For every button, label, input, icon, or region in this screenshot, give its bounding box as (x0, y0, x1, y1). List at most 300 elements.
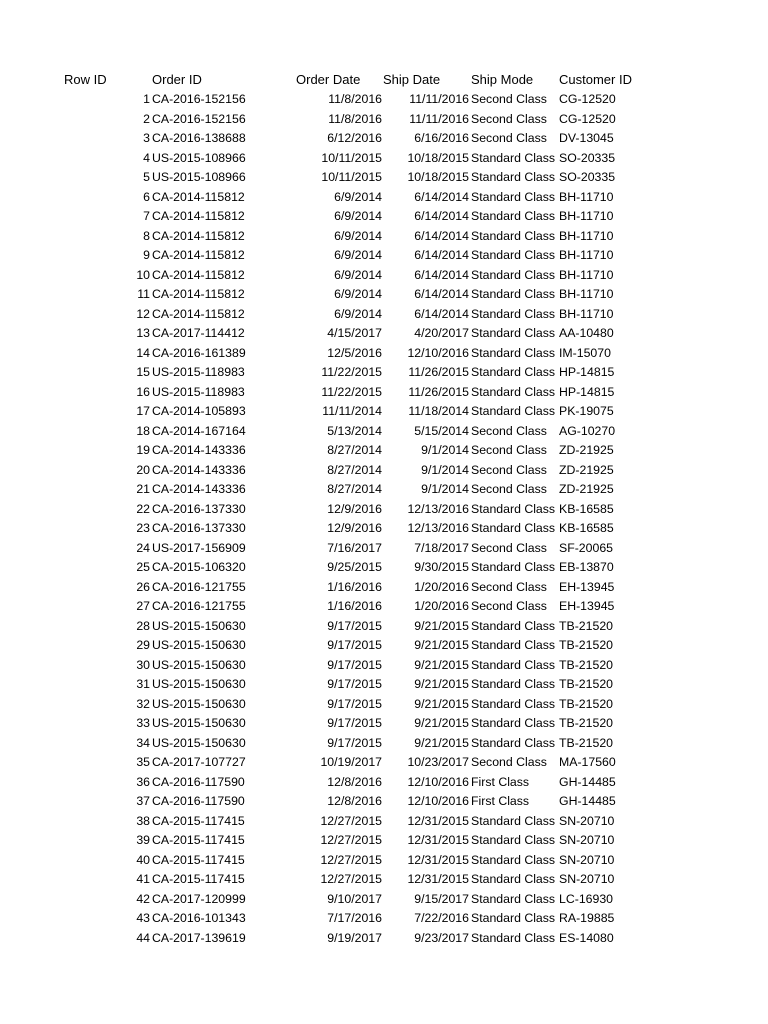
cell-row-id[interactable]: 14 (136, 345, 150, 360)
cell-ship-date[interactable]: 10/23/2017 (407, 755, 469, 769)
cell-row-id[interactable]: 10 (136, 267, 150, 282)
cell-ship-mode[interactable]: Second Class (471, 423, 547, 438)
cell-order-date[interactable]: 6/12/2016 (327, 131, 382, 145)
cell-row-id[interactable]: 44 (136, 930, 150, 945)
cell-ship-mode[interactable]: Second Class (471, 131, 547, 145)
header-customer-id[interactable]: Customer ID (559, 72, 632, 87)
cell-ship-date[interactable]: 9/21/2015 (414, 696, 469, 711)
cell-ship-mode[interactable]: Second Class (471, 540, 547, 555)
cell-order-id[interactable]: US-2015-150630 (152, 638, 246, 652)
cell-order-id[interactable]: US-2015-150630 (152, 677, 246, 691)
table-row (0, 285, 768, 305)
cell-row-id[interactable]: 6 (143, 189, 150, 204)
cell-order-id[interactable]: CA-2015-117415 (152, 813, 245, 828)
table-row (0, 909, 768, 929)
cell-order-id[interactable]: CA-2014-143336 (152, 443, 246, 457)
cell-row-id[interactable]: 33 (136, 716, 150, 730)
table-row (0, 636, 768, 656)
cell-customer-id[interactable]: PK-19075 (559, 404, 614, 418)
cell-order-id[interactable]: US-2015-108966 (152, 150, 246, 165)
cell-ship-date[interactable]: 6/14/2014 (414, 287, 469, 301)
cell-ship-mode[interactable]: First Class (471, 774, 530, 789)
cell-order-id[interactable]: US-2015-150630 (152, 618, 246, 633)
cell-order-date[interactable]: 6/9/2014 (334, 267, 382, 282)
cell-order-date[interactable]: 11/8/2016 (328, 92, 382, 106)
cell-row-id[interactable]: 18 (136, 423, 150, 438)
cell-ship-mode[interactable]: Second Class (471, 579, 547, 594)
cell-row-id[interactable]: 34 (136, 735, 150, 750)
cell-row-id[interactable]: 7 (143, 209, 150, 223)
cell-ship-date[interactable]: 6/14/2014 (414, 209, 469, 223)
cell-ship-date[interactable]: 12/10/2016 (407, 774, 469, 789)
cell-order-id[interactable]: CA-2016-152156 (152, 111, 246, 126)
table-row (0, 870, 768, 890)
cell-row-id[interactable]: 35 (136, 755, 150, 769)
cell-ship-mode[interactable]: Standard Class (471, 306, 556, 321)
cell-order-id[interactable]: CA-2016-137330 (152, 521, 246, 535)
cell-order-date[interactable]: 10/19/2017 (320, 755, 382, 769)
table-row (0, 324, 768, 344)
cell-customer-id[interactable]: ES-14080 (559, 930, 614, 945)
cell-order-id[interactable]: US-2015-150630 (152, 735, 246, 750)
cell-order-date[interactable]: 12/27/2015 (320, 872, 382, 886)
cell-order-date[interactable]: 6/9/2014 (334, 306, 382, 321)
cell-customer-id[interactable]: BH-11710 (559, 209, 614, 223)
cell-order-id[interactable]: CA-2014-143336 (152, 482, 246, 496)
cell-customer-id[interactable]: BH-11710 (559, 287, 614, 301)
cell-order-date[interactable]: 9/17/2015 (327, 735, 382, 750)
cell-row-id[interactable]: 11 (137, 287, 150, 301)
header-ship-mode[interactable]: Ship Mode (471, 72, 534, 87)
cell-ship-mode[interactable]: Standard Class (471, 501, 556, 516)
cell-order-date[interactable]: 7/16/2017 (327, 540, 382, 555)
cell-ship-date[interactable]: 12/13/2016 (407, 521, 469, 535)
cell-order-date[interactable]: 11/8/2016 (328, 111, 382, 126)
cell-customer-id[interactable]: IM-15070 (559, 345, 611, 360)
cell-ship-date[interactable]: 6/14/2014 (414, 189, 469, 204)
cell-row-id[interactable]: 40 (136, 852, 150, 867)
cell-ship-mode[interactable]: Standard Class (471, 638, 556, 652)
cell-ship-mode[interactable]: Standard Class (471, 170, 556, 184)
cell-customer-id[interactable]: GH-14485 (559, 794, 616, 808)
header-order-id[interactable]: Order ID (152, 72, 202, 87)
cell-order-date[interactable]: 12/27/2015 (320, 852, 382, 867)
cell-customer-id[interactable]: KB-16585 (559, 501, 614, 516)
cell-customer-id[interactable]: BH-11710 (559, 306, 614, 321)
cell-ship-mode[interactable]: Standard Class (471, 404, 556, 418)
cell-ship-mode[interactable]: Standard Class (471, 618, 556, 633)
table-row (0, 617, 768, 637)
cell-order-date[interactable]: 9/17/2015 (327, 657, 382, 672)
cell-order-date[interactable]: 12/8/2016 (327, 774, 382, 789)
table-row (0, 890, 768, 910)
cell-ship-date[interactable]: 12/31/2015 (407, 833, 469, 847)
table-row (0, 402, 768, 422)
table-row (0, 168, 768, 188)
cell-customer-id[interactable]: HP-14815 (559, 365, 615, 379)
cell-row-id[interactable]: 2 (143, 111, 150, 126)
cell-order-id[interactable]: CA-2016-121755 (152, 599, 246, 613)
cell-order-id[interactable]: CA-2017-139619 (152, 930, 246, 945)
cell-row-id[interactable]: 21 (136, 482, 150, 496)
cell-ship-mode[interactable]: Standard Class (471, 267, 556, 282)
cell-ship-date[interactable]: 5/15/2014 (414, 423, 469, 438)
cell-customer-id[interactable]: TB-21520 (559, 657, 614, 672)
cell-ship-mode[interactable]: Standard Class (471, 677, 556, 691)
table-row (0, 246, 768, 266)
cell-ship-date[interactable]: 6/14/2014 (414, 267, 469, 282)
cell-order-date[interactable]: 11/11/2014 (322, 404, 382, 418)
cell-ship-date[interactable]: 7/18/2017 (414, 540, 469, 555)
cell-row-id[interactable]: 31 (136, 677, 150, 691)
cell-order-id[interactable]: CA-2016-117590 (152, 774, 245, 789)
cell-row-id[interactable]: 27 (136, 599, 150, 613)
cell-customer-id[interactable]: TB-21520 (559, 618, 614, 633)
cell-order-id[interactable]: CA-2014-115812 (152, 287, 245, 301)
cell-ship-date[interactable]: 1/20/2016 (414, 599, 469, 613)
cell-customer-id[interactable]: SO-20335 (559, 170, 616, 184)
cell-ship-date[interactable]: 12/10/2016 (407, 794, 469, 808)
cell-order-id[interactable]: CA-2015-117415 (152, 872, 245, 886)
cell-customer-id[interactable]: SF-20065 (559, 540, 614, 555)
cell-order-date[interactable]: 9/17/2015 (327, 677, 382, 691)
cell-order-id[interactable]: CA-2017-114412 (152, 326, 245, 340)
cell-order-date[interactable]: 12/9/2016 (327, 521, 382, 535)
cell-customer-id[interactable]: TB-21520 (559, 638, 614, 652)
cell-ship-date[interactable]: 9/21/2015 (414, 735, 469, 750)
cell-ship-mode[interactable]: Standard Class (471, 189, 556, 204)
cell-customer-id[interactable]: HP-14815 (559, 384, 615, 399)
cell-order-id[interactable]: CA-2016-161389 (152, 345, 246, 360)
cell-order-id[interactable]: CA-2017-107727 (152, 755, 246, 769)
cell-row-id[interactable]: 28 (136, 618, 150, 633)
cell-ship-date[interactable]: 6/14/2014 (414, 228, 469, 243)
cell-order-id[interactable]: US-2015-150630 (152, 716, 246, 730)
cell-ship-mode[interactable]: Standard Class (471, 287, 556, 301)
cell-ship-date[interactable]: 12/31/2015 (407, 852, 469, 867)
cell-ship-date[interactable]: 9/30/2015 (414, 560, 469, 574)
cell-order-date[interactable]: 8/27/2014 (327, 482, 382, 496)
cell-customer-id[interactable]: ZD-21925 (559, 462, 614, 477)
cell-order-date[interactable]: 9/19/2017 (327, 930, 382, 945)
cell-order-id[interactable]: CA-2014-115812 (152, 306, 245, 321)
cell-order-date[interactable]: 1/16/2016 (327, 579, 382, 594)
cell-customer-id[interactable]: DV-13045 (559, 131, 614, 145)
cell-order-date[interactable]: 12/27/2015 (320, 813, 382, 828)
cell-order-id[interactable]: CA-2014-115812 (152, 189, 245, 204)
cell-ship-mode[interactable]: Standard Class (471, 872, 556, 886)
cell-order-date[interactable]: 5/13/2014 (327, 423, 382, 438)
cell-row-id[interactable]: 19 (136, 443, 150, 457)
cell-customer-id[interactable]: GH-14485 (559, 774, 616, 789)
cell-order-id[interactable]: CA-2014-115812 (152, 209, 245, 223)
cell-customer-id[interactable]: SN-20710 (559, 872, 615, 886)
cell-row-id[interactable]: 1 (143, 92, 150, 106)
cell-customer-id[interactable]: BH-11710 (559, 248, 614, 262)
cell-row-id[interactable]: 8 (143, 228, 150, 243)
header-row-id[interactable]: Row ID (64, 72, 107, 87)
cell-ship-date[interactable]: 6/14/2014 (414, 306, 469, 321)
cell-row-id[interactable]: 15 (136, 365, 150, 379)
cell-order-date[interactable]: 9/25/2015 (327, 560, 382, 574)
cell-row-id[interactable]: 36 (136, 774, 150, 789)
cell-row-id[interactable]: 22 (136, 501, 150, 516)
cell-customer-id[interactable]: SO-20335 (559, 150, 616, 165)
cell-ship-mode[interactable]: Standard Class (471, 345, 556, 360)
table-row (0, 714, 768, 734)
cell-row-id[interactable]: 25 (136, 560, 150, 574)
cell-ship-date[interactable]: 12/31/2015 (407, 813, 469, 828)
cell-order-date[interactable]: 9/17/2015 (327, 696, 382, 711)
cell-row-id[interactable]: 42 (136, 891, 150, 906)
cell-ship-mode[interactable]: Standard Class (471, 852, 556, 867)
cell-customer-id[interactable]: LC-16930 (559, 891, 614, 906)
cell-order-id[interactable]: CA-2014-115812 (152, 267, 245, 282)
cell-customer-id[interactable]: CG-12520 (559, 92, 616, 106)
cell-ship-mode[interactable]: Standard Class (471, 657, 556, 672)
cell-order-id[interactable]: US-2015-150630 (152, 696, 246, 711)
cell-ship-date[interactable]: 9/23/2017 (414, 930, 469, 945)
cell-row-id[interactable]: 39 (136, 833, 150, 847)
cell-order-id[interactable]: US-2015-118983 (152, 365, 245, 379)
cell-order-id[interactable]: US-2015-118983 (152, 384, 245, 399)
cell-ship-date[interactable]: 11/26/2015 (408, 365, 469, 379)
cell-row-id[interactable]: 38 (136, 813, 150, 828)
cell-ship-date[interactable]: 9/1/2014 (421, 443, 469, 457)
orders-table (0, 69, 768, 948)
cell-ship-date[interactable]: 6/14/2014 (414, 248, 469, 262)
cell-ship-date[interactable]: 9/1/2014 (421, 482, 469, 496)
cell-customer-id[interactable]: SN-20710 (559, 833, 615, 847)
cell-row-id[interactable]: 32 (136, 696, 150, 711)
cell-ship-date[interactable]: 10/18/2015 (407, 170, 469, 184)
cell-ship-mode[interactable]: Standard Class (471, 911, 556, 925)
cell-ship-date[interactable]: 12/13/2016 (407, 501, 469, 516)
cell-customer-id[interactable]: RA-19885 (559, 911, 615, 925)
cell-order-date[interactable]: 4/15/2017 (327, 326, 382, 340)
cell-customer-id[interactable]: MA-17560 (559, 755, 616, 769)
cell-ship-mode[interactable]: Standard Class (471, 248, 556, 262)
cell-order-date[interactable]: 6/9/2014 (334, 228, 382, 243)
cell-order-date[interactable]: 8/27/2014 (327, 443, 382, 457)
cell-row-id[interactable]: 41 (136, 872, 150, 886)
cell-order-date[interactable]: 8/27/2014 (327, 462, 382, 477)
cell-ship-mode[interactable]: Second Class (471, 111, 547, 126)
cell-customer-id[interactable]: EH-13945 (559, 599, 615, 613)
cell-row-id[interactable]: 16 (136, 384, 150, 399)
cell-row-id[interactable]: 30 (136, 657, 150, 672)
cell-ship-mode[interactable]: Standard Class (471, 891, 556, 906)
cell-customer-id[interactable]: AA-10480 (559, 326, 614, 340)
cell-ship-date[interactable]: 11/26/2015 (408, 384, 469, 399)
cell-ship-date[interactable]: 1/20/2016 (414, 579, 469, 594)
cell-customer-id[interactable]: TB-21520 (559, 716, 614, 730)
cell-customer-id[interactable]: TB-21520 (559, 735, 614, 750)
cell-customer-id[interactable]: AG-10270 (559, 423, 616, 438)
cell-order-date[interactable]: 9/17/2015 (327, 618, 382, 633)
cell-ship-mode[interactable]: Standard Class (471, 384, 556, 399)
cell-order-id[interactable]: US-2017-156909 (152, 540, 246, 555)
table-row (0, 558, 768, 578)
cell-row-id[interactable]: 12 (136, 306, 150, 321)
cell-order-date[interactable]: 12/5/2016 (327, 345, 382, 360)
cell-customer-id[interactable]: SN-20710 (559, 852, 615, 867)
cell-row-id[interactable]: 26 (136, 579, 150, 594)
cell-order-id[interactable]: CA-2014-167164 (152, 423, 246, 438)
cell-order-id[interactable]: CA-2014-143336 (152, 462, 246, 477)
cell-ship-date[interactable]: 9/21/2015 (414, 657, 469, 672)
cell-order-date[interactable]: 9/17/2015 (327, 716, 382, 730)
cell-row-id[interactable]: 5 (143, 170, 150, 184)
cell-ship-mode[interactable]: Standard Class (471, 150, 556, 165)
cell-row-id[interactable]: 3 (143, 131, 150, 145)
cell-ship-date[interactable]: 4/20/2017 (414, 326, 469, 340)
cell-ship-mode[interactable]: Standard Class (471, 209, 556, 223)
table-row (0, 129, 768, 149)
cell-order-date[interactable]: 6/9/2014 (334, 209, 382, 223)
cell-order-id[interactable]: CA-2015-106320 (152, 560, 246, 574)
cell-customer-id[interactable]: TB-21520 (559, 696, 614, 711)
cell-order-date[interactable]: 7/17/2016 (327, 911, 382, 925)
cell-row-id[interactable]: 29 (136, 638, 150, 652)
cell-order-date[interactable]: 12/9/2016 (327, 501, 382, 516)
cell-ship-mode[interactable]: Standard Class (471, 560, 556, 574)
table-row (0, 519, 768, 539)
cell-ship-mode[interactable]: Standard Class (471, 696, 556, 711)
cell-row-id[interactable]: 17 (136, 404, 150, 418)
cell-row-id[interactable]: 4 (143, 150, 150, 165)
cell-order-date[interactable]: 10/11/2015 (321, 150, 382, 165)
cell-customer-id[interactable]: SN-20710 (559, 813, 615, 828)
cell-customer-id[interactable]: BH-11710 (559, 189, 614, 204)
table-row (0, 227, 768, 247)
cell-order-date[interactable]: 6/9/2014 (334, 287, 382, 301)
cell-ship-mode[interactable]: Standard Class (471, 365, 556, 379)
cell-ship-date[interactable]: 7/22/2016 (414, 911, 469, 925)
cell-order-id[interactable]: CA-2015-117415 (152, 833, 245, 847)
cell-ship-mode[interactable]: Standard Class (471, 326, 556, 340)
cell-ship-date[interactable]: 9/21/2015 (414, 716, 469, 730)
cell-row-id[interactable]: 9 (143, 248, 150, 262)
cell-order-id[interactable]: CA-2016-137330 (152, 501, 246, 516)
cell-order-date[interactable]: 11/22/2015 (321, 384, 382, 399)
cell-ship-mode[interactable]: Second Class (471, 462, 547, 477)
cell-order-date[interactable]: 12/27/2015 (320, 833, 382, 847)
cell-row-id[interactable]: 20 (136, 462, 150, 477)
cell-ship-date[interactable]: 11/18/2014 (408, 404, 469, 418)
table-row (0, 110, 768, 130)
cell-customer-id[interactable]: ZD-21925 (559, 482, 614, 496)
header-ship-date[interactable]: Ship Date (383, 72, 441, 87)
cell-order-date[interactable]: 6/9/2014 (334, 248, 382, 262)
cell-order-id[interactable]: CA-2015-117415 (152, 852, 245, 867)
header-order-date[interactable]: Order Date (296, 72, 361, 87)
cell-ship-date[interactable]: 9/21/2015 (414, 677, 469, 691)
cell-order-id[interactable]: CA-2016-152156 (152, 92, 246, 106)
cell-ship-mode[interactable]: Standard Class (471, 521, 556, 535)
cell-ship-mode[interactable]: Second Class (471, 599, 547, 613)
cell-order-id[interactable]: CA-2016-101343 (152, 911, 246, 925)
cell-customer-id[interactable]: ZD-21925 (559, 443, 614, 457)
table-row (0, 90, 768, 110)
cell-ship-date[interactable]: 12/31/2015 (407, 872, 469, 886)
table-header-row (0, 69, 768, 90)
cell-order-date[interactable]: 12/8/2016 (327, 794, 382, 808)
cell-ship-mode[interactable]: First Class (471, 794, 530, 808)
cell-ship-mode[interactable]: Standard Class (471, 813, 556, 828)
cell-order-id[interactable]: CA-2017-120999 (152, 891, 246, 906)
cell-ship-date[interactable]: 9/21/2015 (414, 638, 469, 652)
table-row (0, 500, 768, 520)
cell-ship-mode[interactable]: Standard Class (471, 735, 556, 750)
table-row (0, 422, 768, 442)
cell-ship-mode[interactable]: Standard Class (471, 833, 556, 847)
cell-order-id[interactable]: CA-2014-115812 (152, 248, 245, 262)
cell-row-id[interactable]: 43 (136, 911, 150, 925)
cell-ship-mode[interactable]: Standard Class (471, 930, 556, 945)
table-row (0, 363, 768, 383)
cell-ship-date[interactable]: 9/15/2017 (414, 891, 469, 906)
table-row (0, 266, 768, 286)
cell-order-id[interactable]: US-2015-108966 (152, 170, 246, 184)
table-row (0, 675, 768, 695)
cell-order-date[interactable]: 6/9/2014 (334, 189, 382, 204)
cell-ship-mode[interactable]: Second Class (471, 482, 547, 496)
cell-customer-id[interactable]: EB-13870 (559, 560, 614, 574)
table-row (0, 851, 768, 871)
cell-row-id[interactable]: 24 (136, 540, 150, 555)
cell-ship-date[interactable]: 9/1/2014 (421, 462, 469, 477)
cell-ship-mode[interactable]: Second Class (471, 92, 547, 106)
cell-order-id[interactable]: CA-2016-121755 (152, 579, 246, 594)
cell-order-id[interactable]: CA-2016-138688 (152, 131, 246, 145)
cell-order-date[interactable]: 11/22/2015 (321, 365, 382, 379)
cell-order-id[interactable]: CA-2014-105893 (152, 404, 246, 418)
cell-order-date[interactable]: 10/11/2015 (321, 170, 382, 184)
cell-customer-id[interactable]: BH-11710 (559, 228, 614, 243)
cell-row-id[interactable]: 37 (136, 794, 150, 808)
table-row (0, 480, 768, 500)
cell-ship-mode[interactable]: Standard Class (471, 716, 556, 730)
cell-ship-date[interactable]: 11/11/2016 (409, 92, 469, 106)
cell-row-id[interactable]: 13 (136, 326, 150, 340)
cell-ship-date[interactable]: 6/16/2016 (414, 131, 469, 145)
table-row (0, 578, 768, 598)
cell-order-id[interactable]: CA-2016-117590 (152, 794, 245, 808)
cell-ship-mode[interactable]: Standard Class (471, 228, 556, 243)
cell-row-id[interactable]: 23 (136, 521, 150, 535)
table-row (0, 461, 768, 481)
cell-order-id[interactable]: US-2015-150630 (152, 657, 246, 672)
cell-ship-date[interactable]: 10/18/2015 (407, 150, 469, 165)
cell-customer-id[interactable]: CG-12520 (559, 111, 616, 126)
table-row (0, 929, 768, 949)
cell-order-date[interactable]: 1/16/2016 (327, 599, 382, 613)
cell-ship-mode[interactable]: Second Class (471, 755, 547, 769)
cell-ship-mode[interactable]: Second Class (471, 443, 547, 457)
cell-order-id[interactable]: CA-2014-115812 (152, 228, 245, 243)
cell-order-date[interactable]: 9/17/2015 (327, 638, 382, 652)
cell-customer-id[interactable]: TB-21520 (559, 677, 614, 691)
cell-ship-date[interactable]: 9/21/2015 (414, 618, 469, 633)
cell-customer-id[interactable]: EH-13945 (559, 579, 615, 594)
cell-customer-id[interactable]: BH-11710 (559, 267, 614, 282)
cell-order-date[interactable]: 9/10/2017 (327, 891, 382, 906)
cell-ship-date[interactable]: 11/11/2016 (409, 111, 469, 126)
cell-ship-date[interactable]: 12/10/2016 (407, 345, 469, 360)
table-row (0, 812, 768, 832)
cell-customer-id[interactable]: KB-16585 (559, 521, 614, 535)
